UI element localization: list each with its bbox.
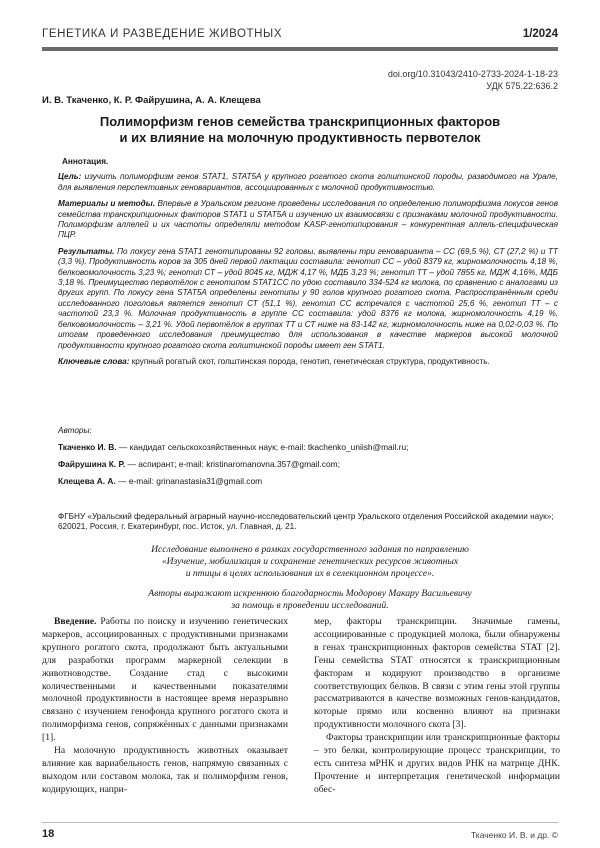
thanks-line: Авторы выражают искреннюю благодарность Модорову Макару Васильевичу (148, 588, 472, 599)
body-column-left (42, 616, 288, 797)
header-rule (42, 47, 558, 51)
affiliation: ФГБНУ «Уральский федеральный аграрный научно-исследовательский центр Уральского отделения Российской академии наук»; 620021, Россия, г. Екатеринбург, пос. Исток, ул. Главная, д. 21. (58, 512, 554, 532)
footer-authors: Ткаченко И. В. и др. © (470, 830, 558, 840)
body-paragraph: На молочную продуктивность животных оказывает влияние как вариабельность генов, напрямую связанных с выходом или составом молока, так и полиморфизм генов, кодирующих, напри- (42, 745, 288, 795)
author-entry (58, 442, 558, 452)
running-header (42, 26, 558, 48)
author-info: — кандидат сельскохозяйственных наук; e-mail: tkachenko_uniish@mail.ru; (116, 442, 409, 452)
abstract-keywords (58, 357, 558, 367)
doi-link[interactable]: doi.org/10.31043/2410-2733-2024-1-18-23 (387, 69, 558, 79)
author-name: Ткаченко И. В. (58, 442, 117, 452)
issue-number: 1/2024 (522, 28, 558, 40)
author-name: Клещева А. А. (58, 476, 116, 486)
results-label: Результаты. (58, 246, 115, 256)
keywords-label: Ключевые слова: (58, 356, 130, 366)
body-paragraph: Факторы транскрипции или транскрипционные факторы – это белки, контролирующие процесс транскрипции, то есть синтеза мРНК и других видов РНК на матрице ДНК. Прочтение и интерпретация генетической информации обес- (314, 732, 560, 795)
article-title (42, 114, 558, 146)
footer-rule (42, 822, 558, 823)
abstract-goal (58, 172, 558, 193)
funding-line: и птицы в целях использования их в селекционном процессе». (185, 568, 435, 579)
body-paragraph: мер, факторы транскрипции. Значимые гамены, ассоциированные с продукцией молока, были обнаружены в генах транскрипционных факторов семейства STAT [2]. Гены семейства STAT относятся к транскрипционным факторам и кодируют производство в организме соответствующих белков. В связи с этим гены этой группы рассматриваются в качестве возможных генов-кандидатов, которые прямо или косвенно влияют на признаки продуктивности молочного скота [3]. (314, 616, 560, 731)
body-paragraph (42, 616, 288, 745)
abstract-methods (58, 199, 558, 241)
author-entry (58, 459, 558, 469)
author-name: Файрушина К. Р. (58, 459, 126, 469)
doi-block (388, 68, 558, 92)
author-info: — e-mail: grinanastasia31@gmail.com (115, 476, 263, 486)
acknowledgement (80, 588, 540, 612)
author-list (58, 442, 558, 493)
title-line-1: Полиморфизм генов семейства транскрипционных факторов (99, 114, 501, 129)
abstract-results (58, 247, 558, 351)
methods-label: Материалы и методы. (58, 199, 156, 209)
journal-section-title: ГЕНЕТИКА И РАЗВЕДЕНИЕ ЖИВОТНЫХ (42, 28, 283, 40)
goal-label: Цель: (58, 172, 82, 182)
intro-label: Введение. (54, 616, 97, 627)
abstract (58, 157, 558, 373)
title-line-2: и их влияние на молочную продуктивность первотелок (119, 130, 481, 145)
udk-code: УДК 575.22:636.2 (486, 81, 558, 91)
funding-note (80, 544, 540, 580)
funding-line: «Изучение, мобилизация и сохранение генетических ресурсов животных (161, 556, 459, 567)
results-text: По локусу гена STAT1 генотипированы 92 головы, выявлены три геноварианта – СС (69,5 %), СТ (27,2 %) и ТТ (3,3 %). Продуктивность коров за 305 дней первой лактации составила: генотип СС – удой 8379 кг, жирномолочность 4,18 %, белковомолочность 3,23 %; генотип СТ – удой 8045 кг, МДЖ 4,17 %, МДБ 3,23 %; генотип ТТ – удой 7855 кг, МДЖ 4,16%, МДБ 3,18 %. Преимущество первотёлок с генотипом STAT1СС по удою составило 334-524 кг молока, по сравнению с аналогами из других групп. По локусу гена STAT5A определены генотипы у 90 голов крупного рогатого скота. Распространённым среди исследованного поголовья является генотип СТ (51,1 %), генотип СС встречался с частотой 25,6 %, генотип ТТ – с частотой 23,3 %. Молочная продуктивность в группе СС составила: удой 8376 кг молока, жирномолочность 4,19 %, белковомолочность – 3,21 %. Удой первотёлок в группах ТТ и СТ ниже на 83-142 кг, жирномолочность ниже на 0,02-0,03 %. По итогам проведенного исследования преимущество для использования в качестве маркеров высокой молочной продуктивности крупного рогатого скота голштинской породы имеет ген STAT1. (58, 246, 558, 350)
article-authors: И. В. Ткаченко, К. Р. Файрушина, А. А. Клещева (42, 95, 261, 106)
keywords-text: крупный рогатый скот, голштинская порода, генотип, генетическая структура, продуктивность. (129, 356, 490, 366)
abstract-heading: Аннотация. (62, 157, 109, 166)
intro-text: Работы по поиску и изучению генетических маркеров, ассоциированных с продуктивными признаками крупного рогатого скота, продолжают быть актуальными для разработки программ маркерной селекции в животноводстве. Создание стад с высокими количественными и качественными показателями молочной продуктивности в настоящее время неразрывно связано с изучением генофонда крупного рогатого скота и полиморфизма генов, сопряжённых с данными признаками [1]. (42, 616, 288, 744)
authors-heading: Авторы: (58, 426, 92, 435)
thanks-line: за помощь в проведении исследований. (231, 600, 389, 611)
author-entry (58, 476, 558, 486)
methods-text: Впервые в Уральском регионе проведены исследования по определению полиморфизма локусов генов семейства транскрипционных факторов STAT1 и STAT5A и изучению их взаимосвязи с признаками молочной продуктивности. Полиморфизм аллелей и их частоты определяли методом KASP-генотипирования – конкурентная аллель-специфическая ПЦР. (58, 199, 558, 240)
funding-line: Исследование выполнено в рамках государственного задания по направлению (151, 544, 469, 555)
page-number: 18 (42, 828, 55, 840)
goal-text: изучить полиморфизм генов STAT1, STAT5A у крупного рогатого скота голштинской породы, разводимого на Урале, для выявления перспективных геновариантов, ассоциированных с молочной продуктивностью. (58, 172, 558, 192)
author-info: — аспирант; e-mail: kristinaromanovna.357@gmail.com; (125, 459, 340, 469)
body-column-right (314, 616, 560, 797)
